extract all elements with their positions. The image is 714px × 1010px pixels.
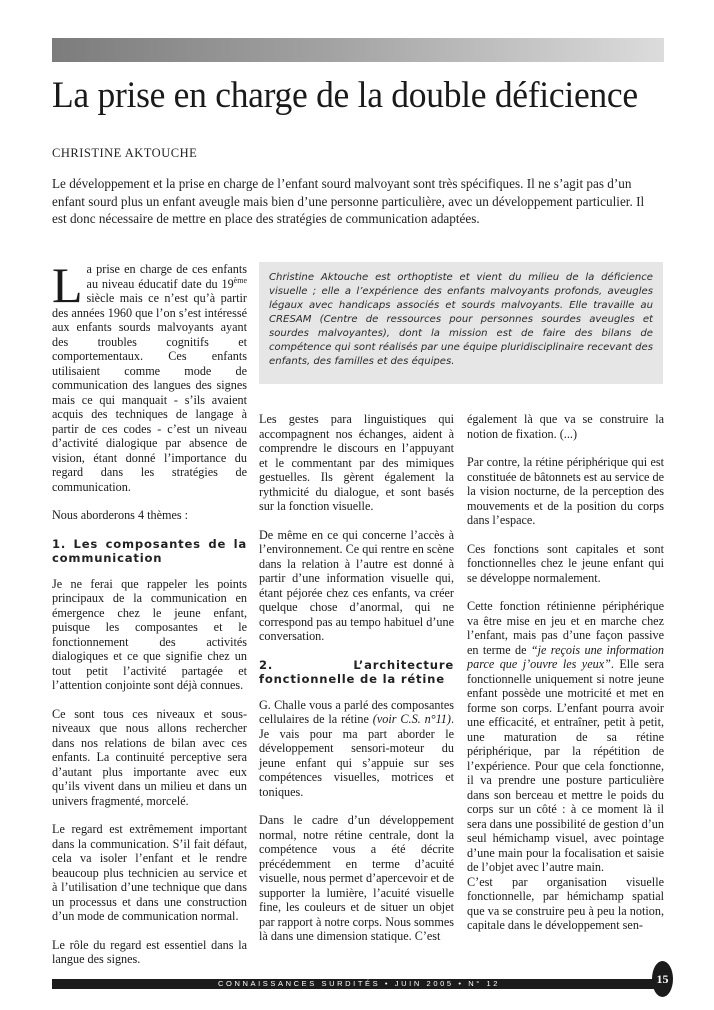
author-bio-box	[259, 262, 663, 384]
superscript: ème	[233, 275, 247, 285]
paragraph: Nous aborderons 4 thèmes :	[52, 508, 189, 522]
paragraph: De même en ce qui concerne l’accès à l’environnement. Ce qui rentre en scène dans la relation à l’autre est donné à partir d’une information visuelle qui, étant péjorée chez ces enfants, va créer quelque chose d’anormal, qui ne correspond pas au tempo habituel d’une conversation.	[259, 527, 454, 643]
article-lead: Le développement et la prise en charge de l’enfant sourd malvoyant sont très spécifiques. Il ne s’agit pas d’un enfant sourd plus un enfant aveugle mais bien d’une personne particulière, avec un développement particulier. Il est donc nécessaire de mettre en place des stratégies de communication adaptées.	[52, 176, 645, 226]
section-heading-1: 1. Les composantes de la communication	[52, 536, 247, 565]
author-bio-text: Christine Aktouche est orthoptiste et vient du milieu de la déficience visuelle ; elle a l’expérience des enfants malvoyants profonds, aveugles légaux avec handicaps associés et sourds malvoyants. Elle travaille au CRESAM (Centre de ressources pour personnes sourdes aveugles et sourdes malvoyantes), dont la mission est de faire des bilans de compétence qui sont réalisés par une équipe pluridisciplinaire recevant des enfants, des familles et des équipes.	[269, 272, 653, 367]
paragraph: Dans le cadre d’un développement normal, notre rétine centrale, dont la compétence vous a été décrite précédemment en terme d’acuité visuelle, nous permet d’apercevoir et de supporter la lumière, l’acuité visuelle fine, les couleurs et de situer un objet par rapport à notre corps. Nous sommes là dans une dimension statique. C’est	[259, 813, 454, 943]
paragraph: Le rôle du regard est essentiel dans la langue des signes.	[52, 937, 247, 966]
paragraph: Ce sont tous ces niveaux et sous-niveaux que nous allons rechercher dans nos relations de bilan avec ces enfants. La continuité perceptive sera d’autant plus importante avec eux qu’ils vivent dans un milieu et dans un univers fragmenté, morcelé.	[52, 706, 247, 808]
paragraph: C’est par organisation visuelle fonctionnelle, par hémichamp spatial que va se construire peu à peu la notion, capitale dans le développement sen-	[467, 874, 664, 932]
paragraph: Par contre, la rétine périphérique qui est constituée de bâtonnets est au service de la vision nocturne, de la perception des mouvements et de la position du corps dans l’espace.	[467, 455, 664, 527]
section-heading-2: 2. L’architecture fonctionnelle de la rétine	[259, 657, 454, 686]
paragraph: Le regard est extrêmement important dans la communication. S’il fait défaut, cela va isoler l’enfant et le rendre beaucoup plus technicien au service et à l’utilisation d’une technique que dans un processus et dans une construction d’un mode de communication normal.	[52, 822, 247, 923]
header-gradient-bar	[52, 38, 664, 62]
paragraph: Ces fonctions sont capitales et sont fonctionnelles chez le jeune enfant qui se développe normalement.	[467, 541, 664, 585]
column-2	[259, 412, 454, 958]
paragraph: G. Challe vous a parlé des composantes cellulaires de la rétine (voir C.S. n°11). Je vais pour ma part aborder le développement sensori-moteur du jeune enfant qui s’appuie sur ses compétences visuelles, motrices et toniques.	[259, 697, 454, 799]
article-title: La prise en charge de la double déficience	[52, 75, 638, 116]
quote: “je reçois une information parce que j’ouvre les yeux”	[467, 642, 664, 671]
intro-paragraph: La prise en charge de ces enfants au niveau éducatif date du 19ème siècle mais ce n’est qu’à partir des années 1960 que l’on s’est intéressé aux enfants sourds malvoyants ayant des troubles cognitifs et comportementaux. Ces enfants utilisaient comme mode de communication des langues des signes mais ce qui manquait - s’ils avaient acquis des techniques de langage à partir de ces codes - c’est un niveau d’activité dialogique par absence de vision, étant donné l’importance du regard dans les stratégies de communication.	[52, 257, 247, 494]
paragraph: Je ne ferai que rappeler les points principaux de la communication en émergence chez le jeune enfant, puisque les composantes et le fonctionnement des activités dialogiques et ce que signifie chez un tout petit l’activité partagée et l’attention conjointe sont déjà connues.	[52, 576, 247, 692]
drop-cap: L	[52, 257, 83, 313]
paragraph: Cette fonction rétinienne périphérique va être mise en jeu et en marche chez l’enfant, mais pas d’une façon passive en terme de “je reçois une information parce que j’ouvre les yeux”. Elle sera fonctionnelle uniquement si notre jeune enfant possède une motricité et met en forme son corps. L’enfant pourra avoir une efficacité, et entraîner, petit à petit, une maturation de sa rétine périphérique, par la répétition de l’expérience. Pour que cela fonctionne, il va prendre une posture particulière dans son berceau et mettre le poids du corps sur un côté : à ce moment là il sera dans une possibilité de gestion d’un seul hémichamp visuel, avec pointage d’une main pour la focalisation et saisie de l’objet avec l’autre main.	[467, 599, 664, 874]
paragraph: Les gestes para linguistiques qui accompagnent nos échanges, aident à comprendre le discours en l’appuyant et le commentant par des mimiques gestuelles. Ils gèrent également la rythmicité du dialogue, et sont basés sur la fonction visuelle.	[259, 412, 454, 513]
cross-reference: (voir C.S. n°11)	[372, 712, 451, 726]
page-number: 15	[652, 961, 673, 997]
article-author: CHRISTINE AKTOUCHE	[52, 146, 198, 160]
column-3	[467, 412, 664, 947]
column-1	[52, 257, 247, 981]
paragraph: également là que va se construire la notion de fixation. (...)	[467, 412, 664, 441]
footer-publication: CONNAISSANCES SURDITÉS • JUIN 2005 • N° 12	[218, 979, 501, 988]
